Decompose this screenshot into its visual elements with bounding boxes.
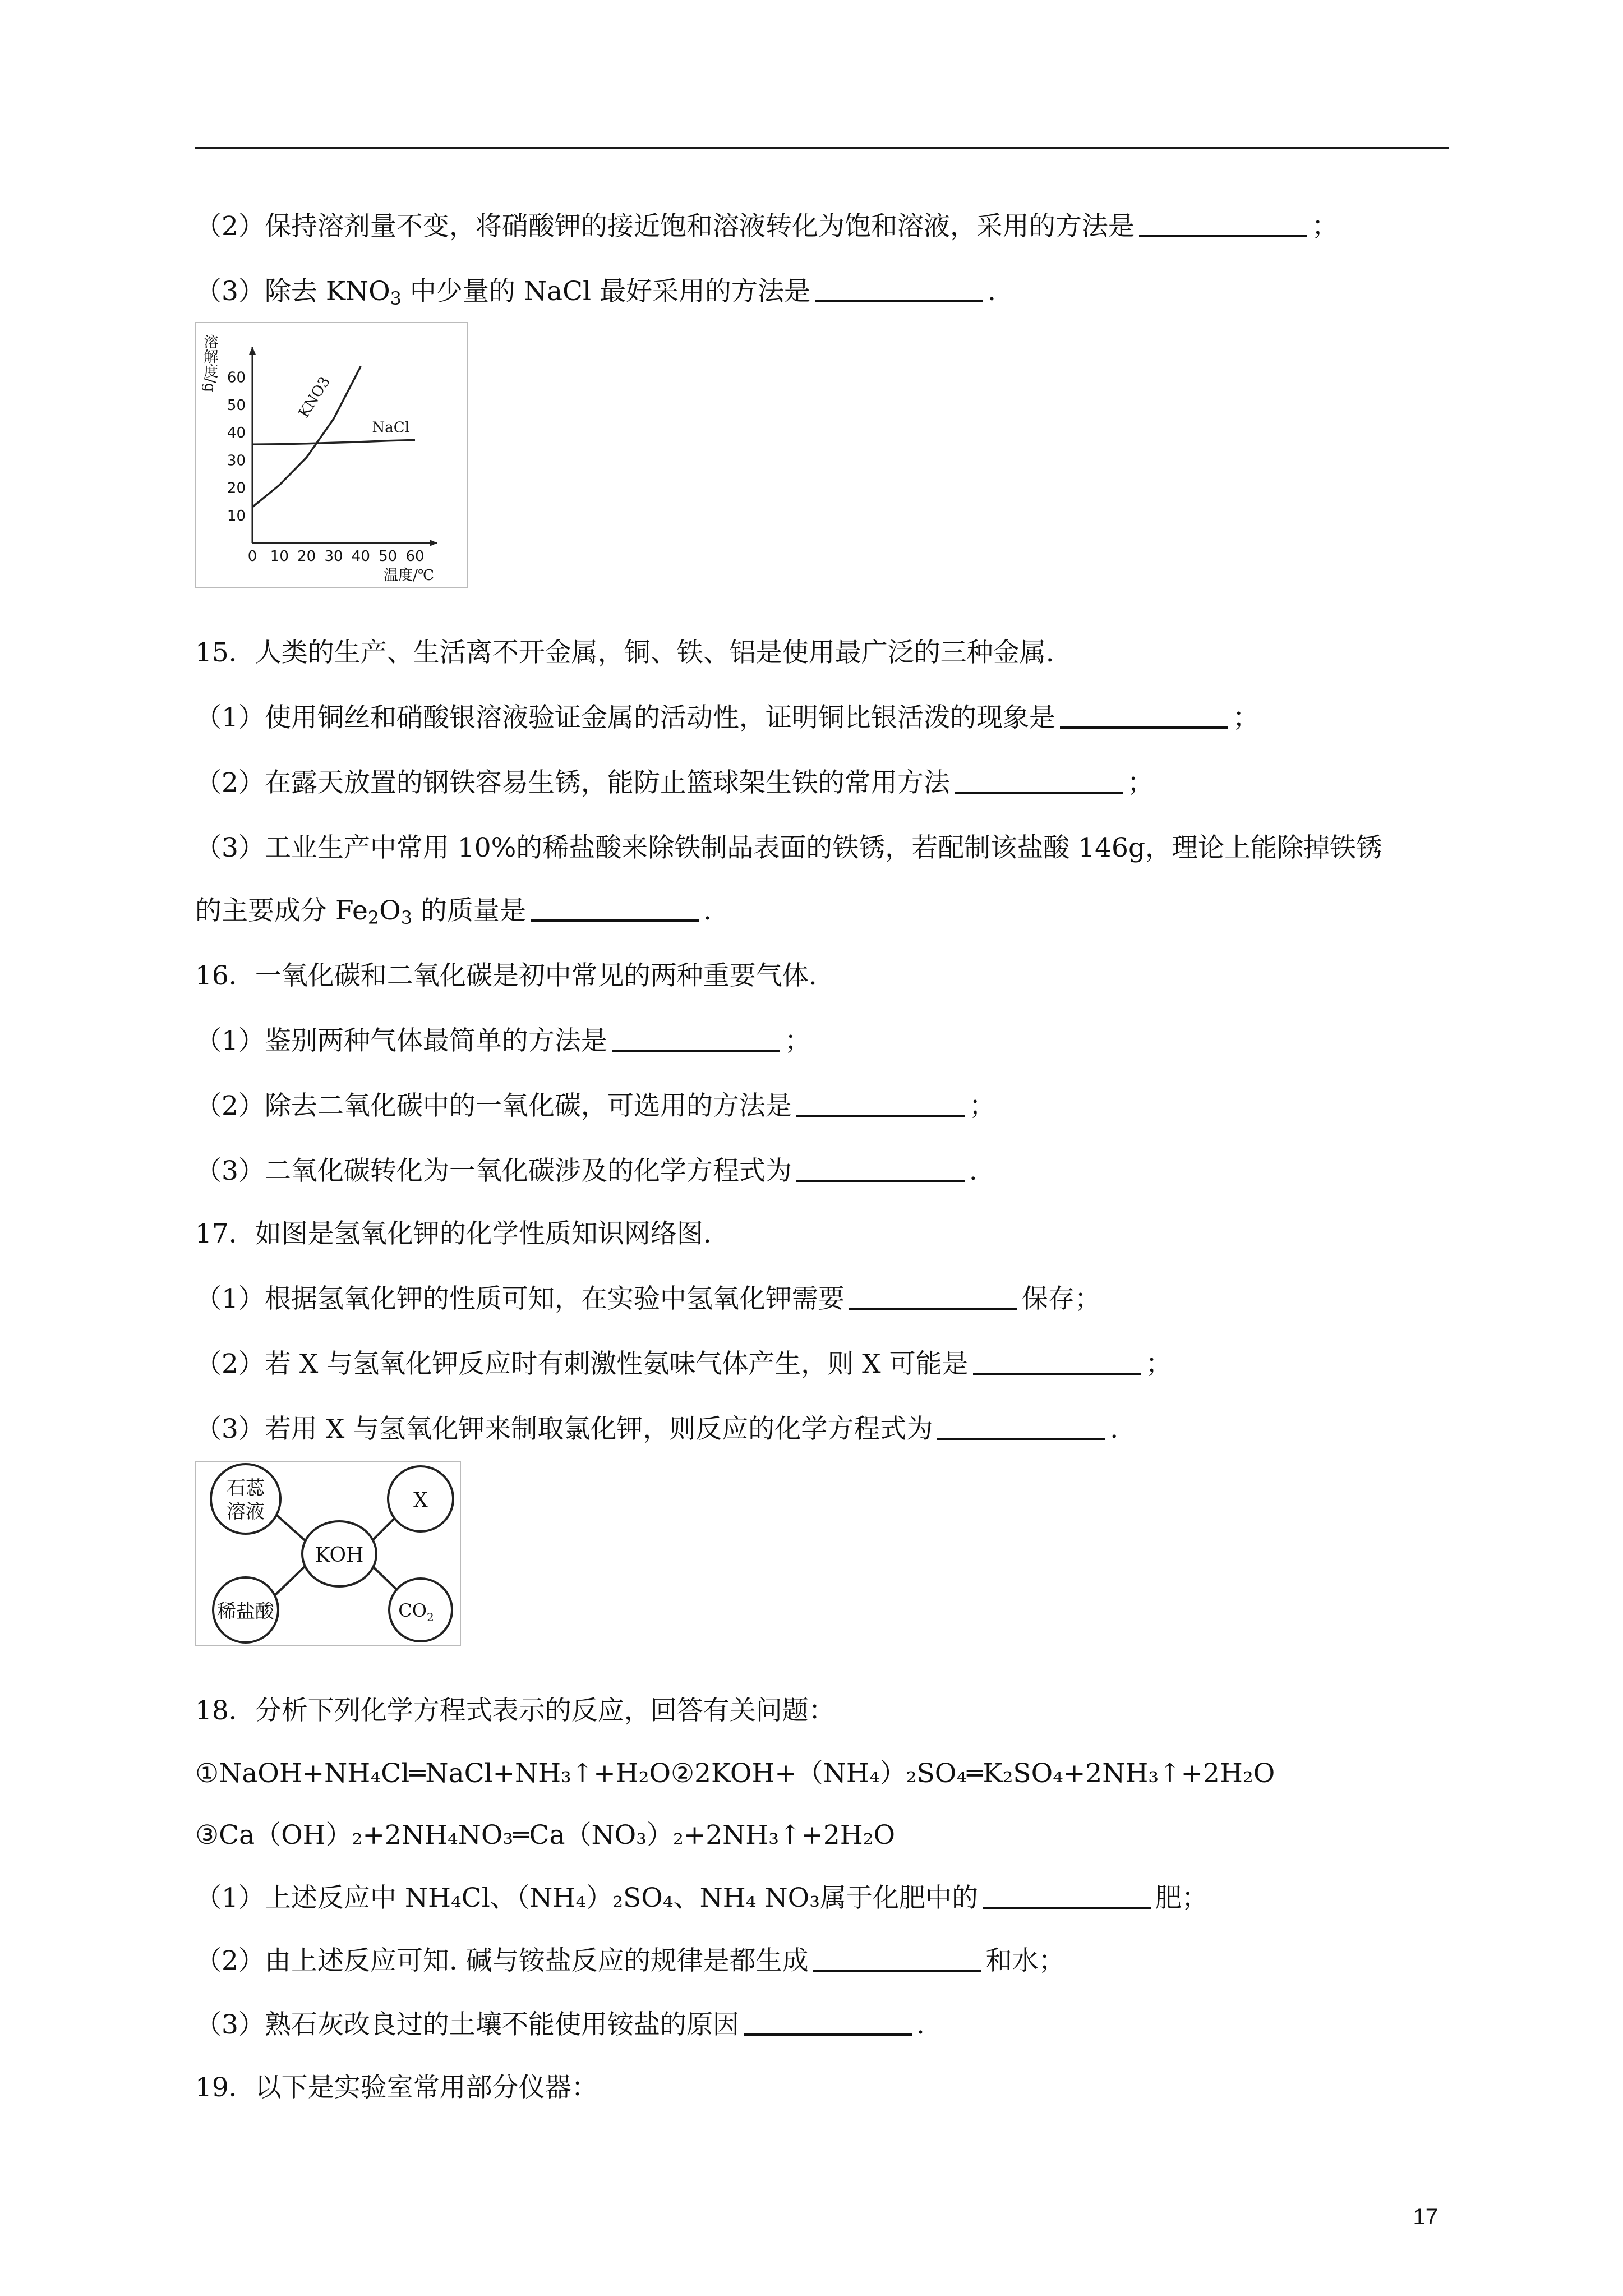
q18-title: 18．分析下列化学方程式表示的反应，回答有关问题： bbox=[195, 1695, 835, 1726]
q17-part1: （1）根据氢氧化钾的性质可知，在实验中氢氧化钾需要 保存； bbox=[195, 1283, 1101, 1314]
koh-diagram-svg bbox=[196, 1462, 460, 1645]
answer-blank[interactable] bbox=[1060, 724, 1228, 729]
q17-title: 17．如图是氢氧化钾的化学性质知识网络图. bbox=[195, 1218, 712, 1249]
x-axis-label: 温度/℃ bbox=[384, 567, 434, 584]
y-tick-label: 60 bbox=[227, 369, 246, 386]
solubility-chart bbox=[195, 322, 468, 588]
answer-blank[interactable] bbox=[796, 1112, 965, 1117]
label-litmus-2: 溶液 bbox=[227, 1501, 265, 1523]
link-hcl bbox=[275, 1565, 306, 1595]
label-co2: $CO_2$ bbox=[398, 1600, 434, 1624]
q18-equations-1: ①NaOH+NH₄Cl═NaCl+NH₃↑+H₂O②2KOH+（NH₄）₂SO₄═K₂SO₄+2NH₃↑+2H₂O bbox=[195, 1758, 1275, 1789]
series-line-kno3 bbox=[252, 366, 361, 507]
x-tick-label: 50 bbox=[379, 548, 398, 565]
q16-part2: （2）除去二氧化碳中的一氧化碳，可选用的方法是 ； bbox=[195, 1091, 995, 1121]
y-tick-label: 40 bbox=[227, 425, 246, 442]
y-tick-label: 50 bbox=[227, 397, 246, 414]
q14-part2: （2）保持溶剂量不变，将硝酸钾的接近饱和溶液转化为饱和溶液，采用的方法是 ； bbox=[195, 211, 1338, 242]
x-tick-label: 30 bbox=[324, 548, 343, 565]
y-axis-label: 溶解度/g bbox=[201, 334, 218, 393]
y-tick-label: 20 bbox=[227, 480, 246, 497]
answer-blank[interactable] bbox=[973, 1370, 1141, 1375]
q19-title: 19．以下是实验室常用部分仪器： bbox=[195, 2072, 598, 2103]
label-koh: KOH bbox=[315, 1544, 364, 1567]
x-tick-label: 0 bbox=[247, 548, 257, 565]
q15-part3a: （3）工业生产中常用 10%的稀盐酸来除铁制品表面的铁锈，若配制该盐酸 146g，理论上能除掉铁锈 bbox=[195, 832, 1383, 863]
q17-part2: （2）若 X 与氢氧化钾反应时有刺激性氨味气体产生，则 X 可能是 ； bbox=[195, 1349, 1172, 1379]
koh-network-diagram bbox=[195, 1461, 461, 1646]
label-hcl: 稀盐酸 bbox=[217, 1600, 274, 1623]
q15-part3b: 的主要成分 $Fe_2O_3$ 的质量是 . bbox=[195, 895, 712, 928]
x-tick-label: 10 bbox=[270, 548, 289, 565]
x-tick-label: 20 bbox=[297, 548, 316, 565]
answer-blank[interactable] bbox=[937, 1435, 1105, 1440]
link-litmus bbox=[275, 1513, 306, 1542]
answer-blank[interactable] bbox=[955, 789, 1123, 794]
q18-part3: （3）熟石灰改良过的土壤不能使用铵盐的原因 . bbox=[195, 2009, 925, 2040]
q15-title: 15．人类的生产、生活离不开金属，铜、铁、铝是使用最广泛的三种金属. bbox=[195, 637, 1054, 668]
answer-blank[interactable] bbox=[612, 1047, 780, 1052]
q18-part2: （2）由上述反应可知. 碱与铵盐反应的规律是都生成 和水； bbox=[195, 1945, 1065, 1976]
y-tick-label: 10 bbox=[227, 507, 246, 524]
y-axis-arrow bbox=[249, 347, 256, 355]
solubility-chart-svg bbox=[196, 323, 467, 587]
q18-equations-2: ③Ca（OH）₂+2NH₄NO₃═Ca（NO₃）₂+2NH₃↑+2H₂O bbox=[195, 1820, 896, 1851]
label-x: X bbox=[413, 1489, 428, 1512]
x-tick-label: 40 bbox=[351, 548, 370, 565]
page-number: 17 bbox=[1413, 2205, 1438, 2229]
header-rule bbox=[195, 147, 1449, 149]
answer-blank[interactable] bbox=[796, 1177, 965, 1182]
answer-blank[interactable] bbox=[849, 1305, 1017, 1310]
q18-part1: （1）上述反应中 NH₄Cl、（NH₄）₂SO₄、NH₄ NO₃属于化肥中的 肥； bbox=[195, 1883, 1209, 1913]
answer-blank[interactable] bbox=[813, 1967, 981, 1972]
answer-blank[interactable] bbox=[1139, 233, 1307, 237]
q14-part3: （3）除去 $KNO_3$ 中少量的 NaCl 最好采用的方法是 . bbox=[195, 276, 996, 309]
chart-plot-layer bbox=[201, 334, 437, 584]
q15-part2: （2）在露天放置的钢铁容易生锈，能防止篮球架生铁的常用方法 ； bbox=[195, 767, 1154, 798]
answer-blank[interactable] bbox=[815, 298, 983, 302]
x-tick-label: 60 bbox=[405, 548, 425, 565]
series-label-nacl: NaCl bbox=[372, 419, 409, 436]
label-litmus-1: 石蕊 bbox=[227, 1477, 265, 1499]
answer-blank[interactable] bbox=[531, 917, 699, 922]
series-line-nacl bbox=[252, 440, 415, 444]
q16-title: 16．一氧化碳和二氧化碳是初中常见的两种重要气体. bbox=[195, 960, 817, 991]
answer-blank[interactable] bbox=[983, 1904, 1151, 1909]
q16-part1: （1）鉴别两种气体最简单的方法是 ； bbox=[195, 1025, 811, 1056]
x-axis-arrow bbox=[430, 540, 437, 546]
q15-part1: （1）使用铜丝和硝酸银溶液验证金属的活动性，证明铜比银活泼的现象是 ； bbox=[195, 702, 1259, 733]
y-tick-label: 30 bbox=[227, 452, 246, 470]
q16-part3: （3）二氧化碳转化为一氧化碳涉及的化学方程式为 . bbox=[195, 1156, 978, 1186]
link-x bbox=[371, 1516, 397, 1542]
q17-part3: （3）若用 X 与氢氧化钾来制取氯化钾，则反应的化学方程式为 . bbox=[195, 1414, 1119, 1444]
answer-blank[interactable] bbox=[744, 2031, 912, 2036]
series-label-kno3: KNO3 bbox=[296, 374, 334, 421]
